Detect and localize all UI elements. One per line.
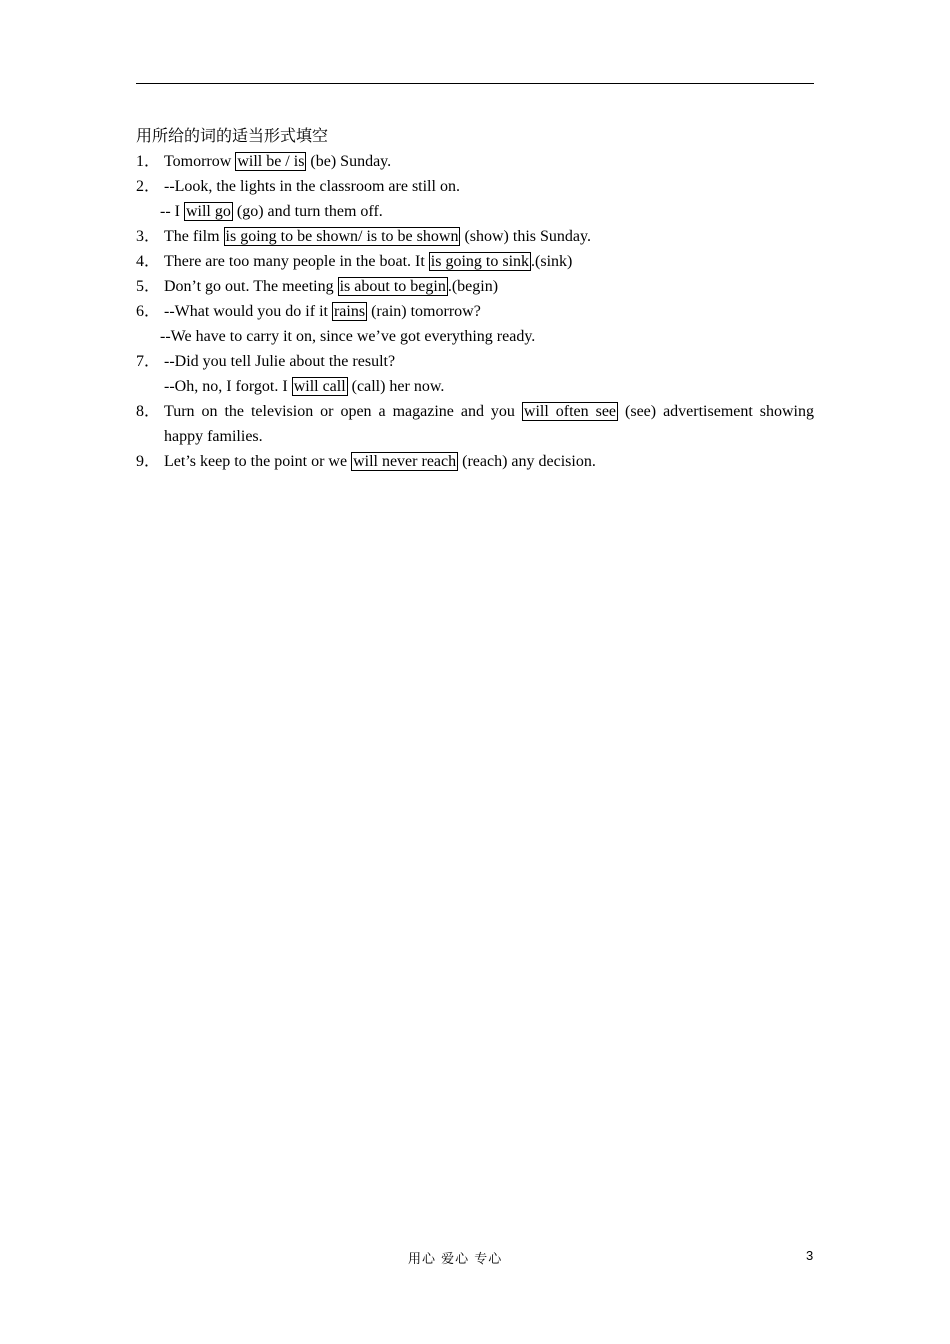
question-text: There are too many people in the boat. It bbox=[164, 253, 429, 270]
instruction-heading: 用所给的词的适当形式填空 bbox=[136, 128, 329, 145]
question-text: --Oh, no, I forgot. I bbox=[164, 378, 292, 395]
question-text-after: (see) advertisement showing bbox=[618, 403, 815, 420]
footer-motto: 用心 爱心 专心 bbox=[408, 1252, 503, 1267]
answer-box: is going to sink bbox=[430, 253, 530, 270]
header-rule bbox=[136, 83, 814, 84]
question-8 bbox=[136, 399, 814, 424]
question-text: Don’t go out. The meeting bbox=[164, 278, 338, 295]
question-text-after: (show) this Sunday. bbox=[460, 228, 591, 245]
question-number: 6． bbox=[136, 303, 161, 320]
question-text: --We have to carry it on, since we’ve got everything ready. bbox=[160, 328, 536, 345]
question-text: Turn on the television or open a magazine and you bbox=[164, 403, 522, 420]
question-text: Let’s keep to the point or we bbox=[164, 453, 352, 470]
question-text: --What would you do if it bbox=[164, 303, 332, 320]
question-2 bbox=[136, 174, 814, 199]
question-text-after: (reach) any decision. bbox=[458, 453, 596, 470]
question-text: happy families. bbox=[164, 428, 263, 445]
answer-box: is going to be shown/ is to be shown bbox=[225, 228, 459, 245]
question-4 bbox=[136, 249, 814, 274]
question-number: 2． bbox=[136, 178, 161, 195]
question-text: --Did you tell Julie about the result? bbox=[164, 353, 396, 370]
question-text: -- I bbox=[160, 203, 184, 220]
question-number: 7． bbox=[136, 353, 161, 370]
question-text: --Look, the lights in the classroom are still on. bbox=[164, 178, 460, 195]
answer-box: is about to begin bbox=[339, 278, 446, 295]
question-text-after: (be) Sunday. bbox=[306, 153, 392, 170]
question-2-reply bbox=[136, 199, 814, 224]
question-text: The film bbox=[164, 228, 224, 245]
question-number: 1． bbox=[136, 153, 161, 170]
question-7-reply bbox=[136, 374, 814, 399]
answer-box: will never reach bbox=[353, 453, 457, 470]
question-text-after: .(sink) bbox=[531, 253, 573, 270]
question-number: 4． bbox=[136, 253, 161, 270]
exercise-section bbox=[136, 124, 814, 474]
question-number: 3． bbox=[136, 228, 161, 245]
question-1 bbox=[136, 149, 814, 174]
question-text-after: .(begin) bbox=[447, 278, 499, 295]
answer-box: will often see bbox=[523, 403, 617, 420]
question-number: 5． bbox=[136, 278, 161, 295]
question-number: 8． bbox=[136, 403, 161, 420]
question-3 bbox=[136, 224, 814, 249]
question-text: Tomorrow bbox=[164, 153, 236, 170]
answer-box: will go bbox=[185, 203, 231, 220]
question-text-after: (rain) tomorrow? bbox=[367, 303, 481, 320]
question-8-continuation bbox=[136, 424, 814, 449]
question-number: 9． bbox=[136, 453, 161, 470]
question-5 bbox=[136, 274, 814, 299]
answer-box: will call bbox=[293, 378, 346, 395]
question-7 bbox=[136, 349, 814, 374]
question-6-reply bbox=[136, 324, 814, 349]
question-text-after: (go) and turn them off. bbox=[232, 203, 383, 220]
question-6 bbox=[136, 299, 814, 324]
question-9 bbox=[136, 449, 814, 474]
page-number: 3 bbox=[806, 1248, 814, 1263]
answer-box: rains bbox=[333, 303, 366, 320]
question-text-after: (call) her now. bbox=[347, 378, 445, 395]
answer-box: will be / is bbox=[237, 153, 305, 170]
